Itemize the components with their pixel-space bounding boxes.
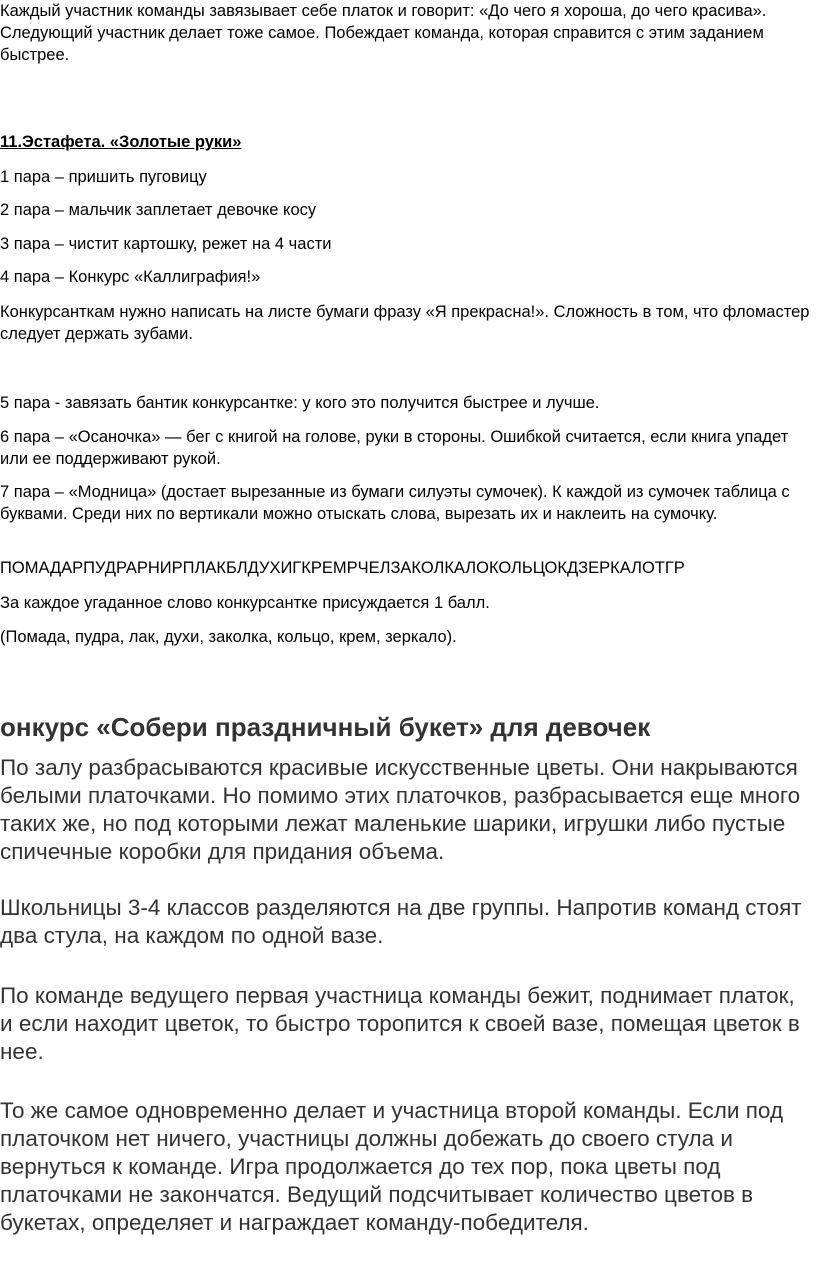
relay-item-4: 4 пара – Конкурс «Каллиграфия!» <box>0 268 261 286</box>
answer-list: (Помада, пудра, лак, духи, заколка, кольцо, крем, зеркало). <box>0 628 457 646</box>
bouquet-paragraph-3: По команде ведущего первая участница команды бежит, поднимает платок, и если находит цветок, то быстро торопится к своей вазе, помещая цветок в нее. <box>0 983 800 1064</box>
letter-grid-row: ПОМАДАРПУДРАРНИРПЛАКБЛДУХИГКРЕМРЧЕЛЗАКОЛКАЛОКОЛЬЦОКДЗЕРКАЛОТГР <box>0 559 685 577</box>
intro-paragraph: Каждый участник команды завязывает себе платок и говорит: «До чего я хороша, до чего красива». Следующий участник делает тоже самое. Побеждает команда, которая справится с этим заданием быстрее. <box>0 2 767 64</box>
bouquet-paragraph-4: То же самое одновременно делает и участница второй команды. Если под платочком нет ничего, участницы должны добежать до своего стула и вернуться к команде. Игра продолжается до тех пор, пока цветы под платочками не закончатся. Ведущий подсчитывает количество цветов в букетах, определяет и награждает команду-победителя. <box>0 1098 784 1235</box>
relay-item-1: 1 пара – пришить пуговицу <box>0 168 207 186</box>
relay-item-5: 5 пара - завязать бантик конкурсантке: у кого это получится быстрее и лучше. <box>0 394 600 412</box>
scoring-note: За каждое угаданное слово конкурсантке присуждается 1 балл. <box>0 594 490 612</box>
relay-item-2: 2 пара – мальчик заплетает девочке косу <box>0 201 317 219</box>
calligraphy-description: Конкурсанткам нужно написать на листе бумаги фразу «Я прекрасна!». Сложность в том, что фломастер следует держать зубами. <box>0 303 810 343</box>
relay-item-3: 3 пара – чистит картошку, режет на 4 части <box>0 235 332 253</box>
relay-item-7: 7 пара – «Модница» (достает вырезанные из бумаги силуэты сумочек). К каждой из сумочек таблица с буквами. Среди них по вертикали можно отыскать слова, вырезать их и наклеить на сумочку. <box>0 483 790 523</box>
relay-item-6: 6 пара – «Осаночка» — бег с книгой на голове, руки в стороны. Ошибкой считается, если книга упадет или ее поддерживают рукой. <box>0 428 789 468</box>
relay-heading: 11.Эстафета. «Золотые руки» <box>0 133 242 151</box>
bouquet-paragraph-2: Школьницы 3-4 классов разделяются на две группы. Напротив команд стоят два стула, на каждом по одной вазе. <box>0 895 802 948</box>
bouquet-title: онкурс «Собери праздничный букет» для девочек <box>0 712 651 742</box>
bouquet-paragraph-1: По залу разбрасываются красивые искусственные цветы. Они накрываются белыми платочками. Но помимо этих платочков, разбрасывается еще много таких же, но под которыми лежат маленькие шарики, игрушки либо пустые спичечные коробки для придания объема. <box>0 755 801 864</box>
